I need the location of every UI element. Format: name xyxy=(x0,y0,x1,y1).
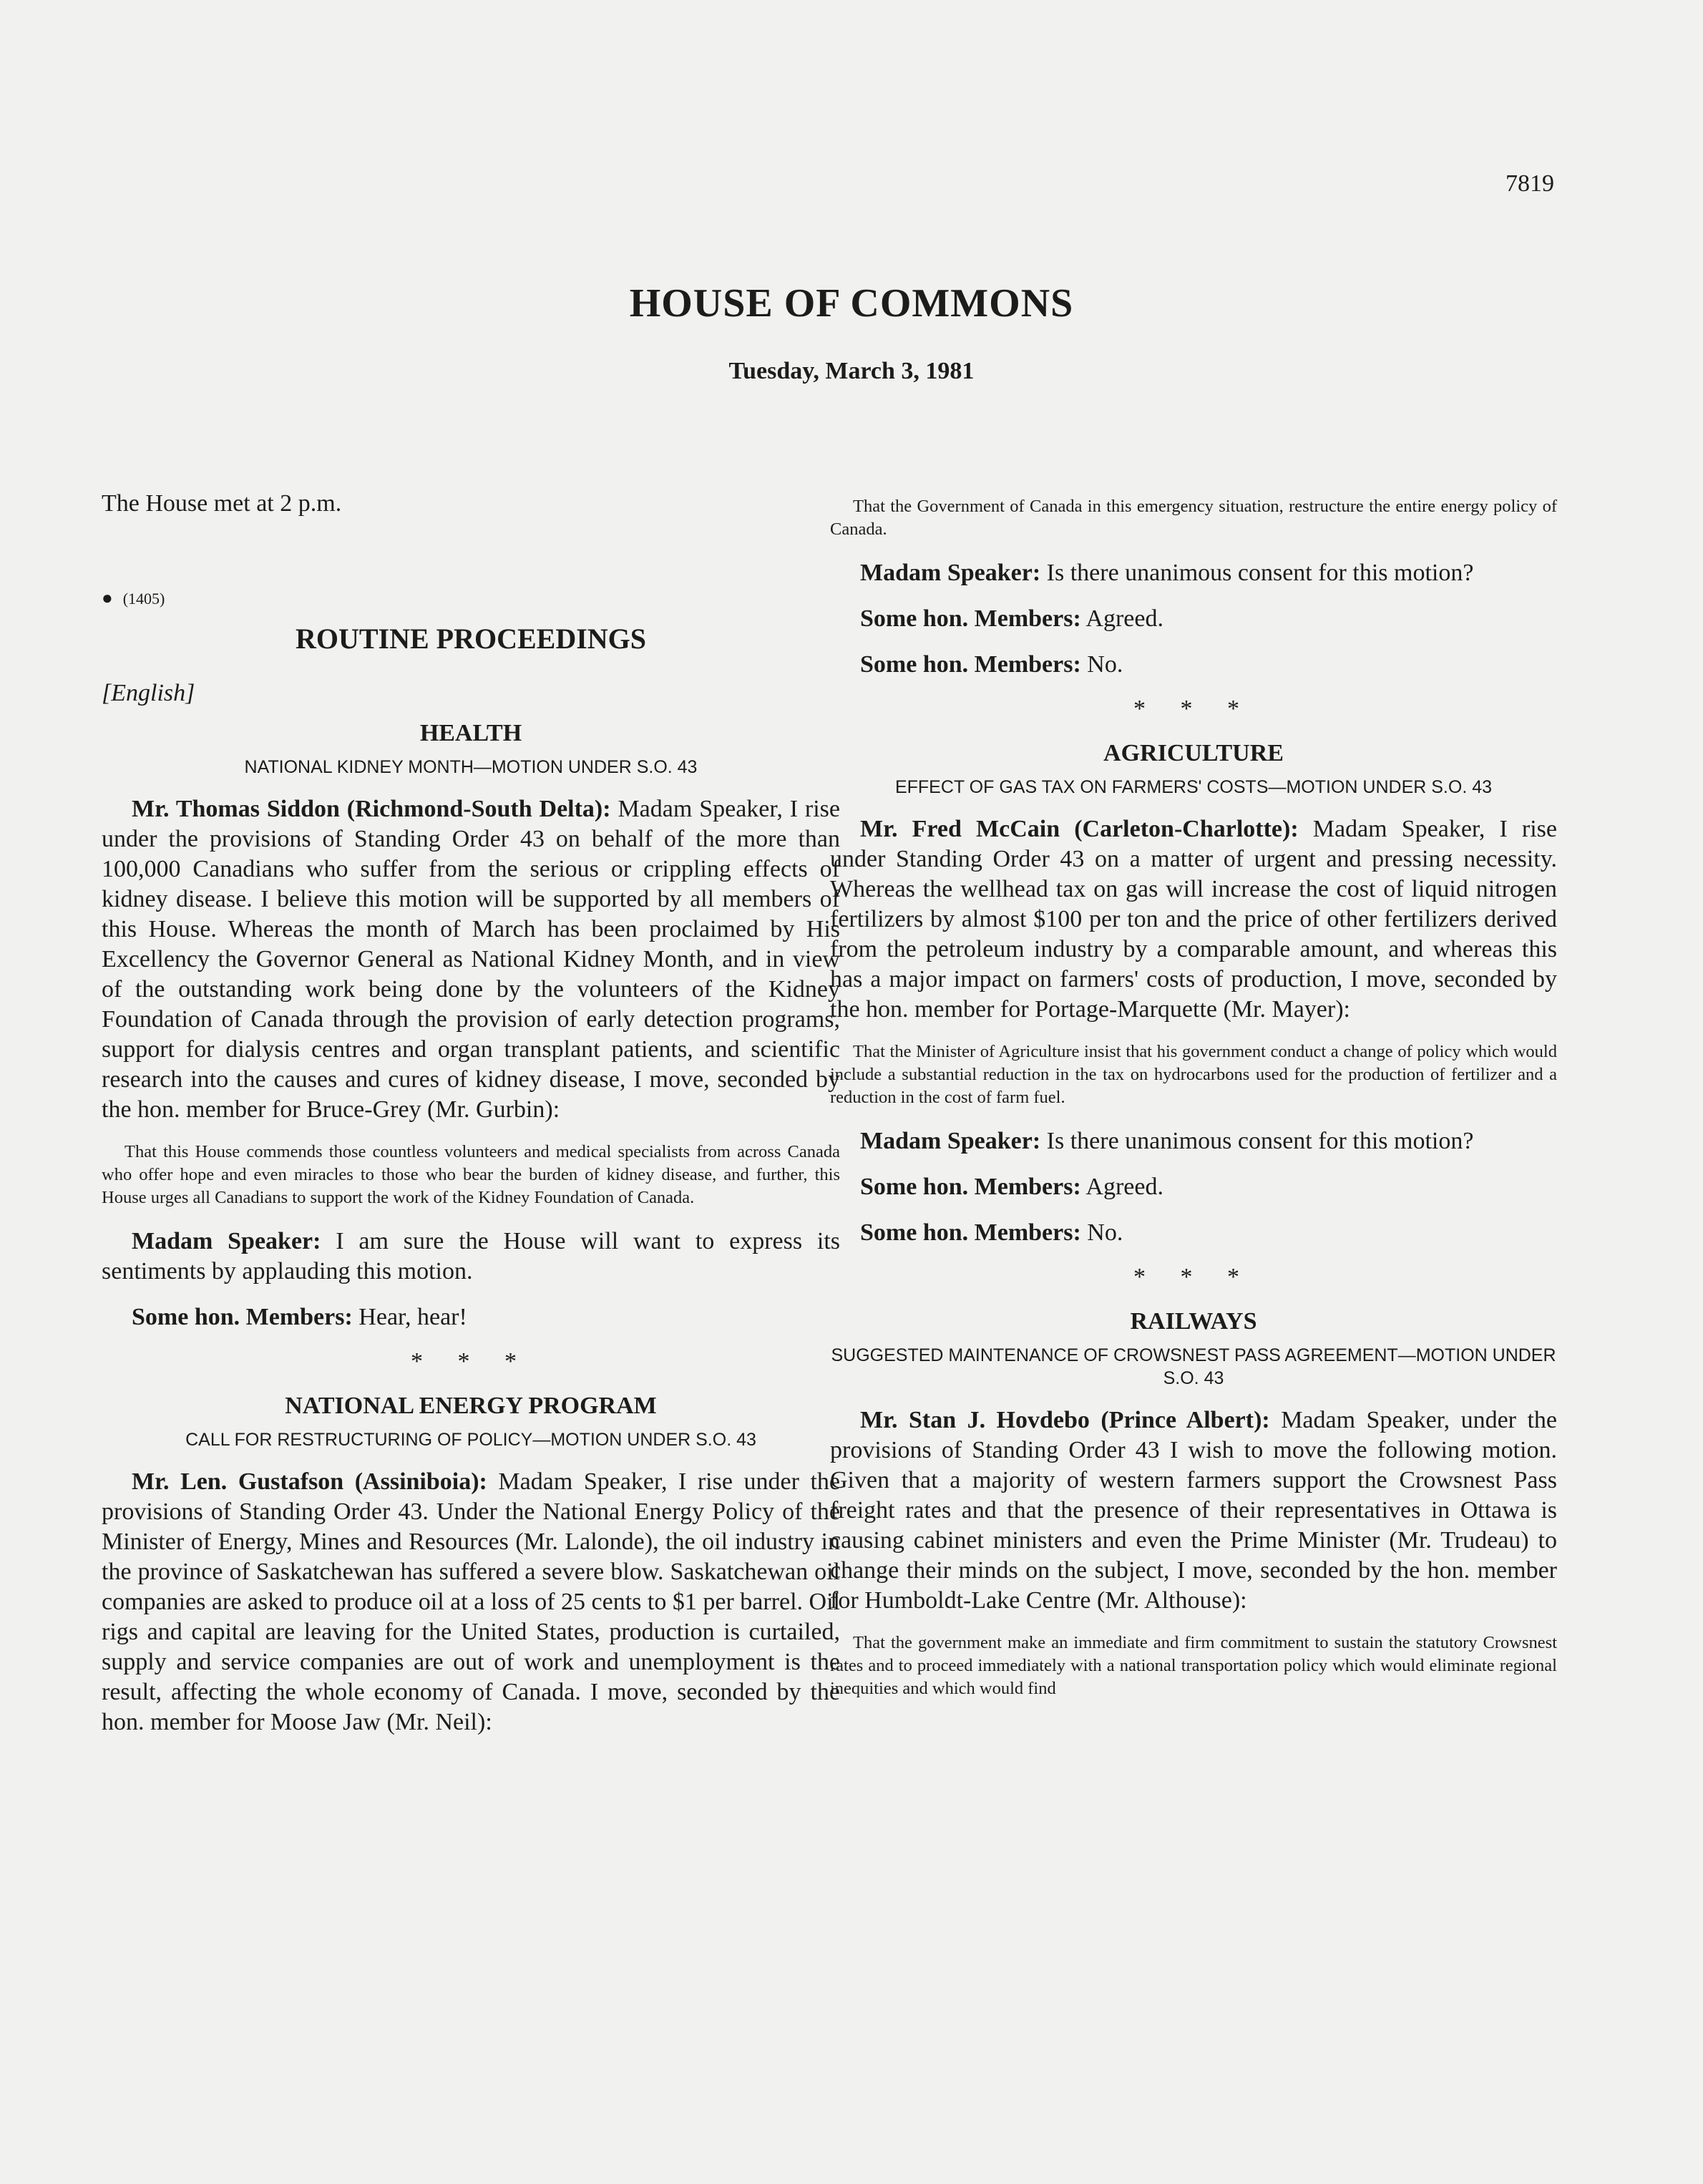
section-divider: * * * xyxy=(411,1348,531,1375)
heading-railways: RAILWAYS xyxy=(1130,1308,1257,1335)
speaker-remark-text: I am sure the House will want to express its sentiments by applauding this motion. xyxy=(102,1228,841,1284)
consent-question-1 xyxy=(830,558,1557,588)
speaker-madam-speaker: Madam Speaker: xyxy=(860,560,1041,586)
members-response xyxy=(102,1302,840,1332)
siddon-text: Madam Speaker, I rise under the provisions of Standing Order 43 on behalf of the more than 100,000 Canadians who suffer from the serious or crippling effects of kidney disease. I believe this motion will be supported by all members of this House. Whereas the month of March has been proclaimed by His Excellency the Governor General as National Kidney Month, and in view of the outstanding work being done by the volunteers of the Kidney Foundation of Canada through the provision of early detection programs, support for dialysis centres and organ transplant patients, and scientific research into the causes and cures of kidney disease, I move, seconded by the hon. member for Bruce-Grey (Mr. Gurbin): xyxy=(102,796,841,1123)
section-divider: * * * xyxy=(1133,1264,1254,1290)
speaker-members: Some hon. Members: xyxy=(860,651,1081,678)
speaker-members: Some hon. Members: xyxy=(860,605,1081,632)
motion-agriculture: That the Minister of Agriculture insist that his government conduct a change of policy which would include a substantial reduction in the tax on hydrocarbons used for the production of fertilizer and a reduction in the cost of farm fuel. xyxy=(830,1042,1557,1107)
consent-question-2 xyxy=(830,1126,1557,1156)
siddon-statement xyxy=(102,794,840,1125)
speaker-remark xyxy=(102,1227,840,1287)
page-number: 7819 xyxy=(1506,170,1554,197)
language-note: [English] xyxy=(102,680,195,706)
agreed-text: Agreed. xyxy=(1080,605,1163,632)
heading-energy: NATIONAL ENERGY PROGRAM xyxy=(285,1393,657,1419)
speaker-hovdebo: Mr. Stan J. Hovdebo (Prince Albert): xyxy=(860,1407,1270,1433)
bullet-icon: ● xyxy=(102,588,113,608)
sitting-opening: The House met at 2 p.m. xyxy=(102,490,342,517)
motion-energy: That the Government of Canada in this emergency situation, restructure the entire energy policy of Canada. xyxy=(830,497,1557,539)
speaker-madam-speaker: Madam Speaker: xyxy=(860,1128,1041,1154)
gustafson-text: Madam Speaker, I rise under the provisions of Standing Order 43. Under the National Energy Policy of the Minister of Energy, Mines and Resources (Mr. Lalonde), the oil industry in the province of Saskatchewan has suffered a severe blow. Saskatchewan oil companies are asked to produce oil at a loss of 25 cents to $1 per barrel. Oil rigs and capital are leaving for the United States, production is curtailed, supply and service companies are out of work and unemployment is the result, affecting the whole economy of Canada. I move, seconded by the hon. member for Moose Jaw (Mr. Neil): xyxy=(102,1468,840,1735)
speaker-mccain: Mr. Fred McCain (Carleton-Charlotte): xyxy=(860,816,1299,842)
heading-agriculture: AGRICULTURE xyxy=(1103,740,1284,766)
consent-question-text: Is there unanimous consent for this motion? xyxy=(1040,1128,1474,1154)
speaker-members: Some hon. Members: xyxy=(132,1304,353,1330)
right-column xyxy=(830,495,1557,1717)
masthead-title: HOUSE OF COMMONS xyxy=(629,281,1074,326)
members-no-1 xyxy=(830,650,1557,680)
time-marker-text: (1405) xyxy=(122,590,165,608)
motion-railways: That the government make an immediate and firm commitment to sustain the statutory Crowsnest rates and to proceed immediately with a national transportation policy which would eliminate regional inequities and which would find xyxy=(830,1633,1557,1698)
mccain-text: Madam Speaker, I rise under Standing Order 43 on a matter of urgent and pressing necessity. Whereas the wellhead tax on gas will increase the cost of liquid nitrogen fertilizers by almost $100 per ton and the price of other fertilizers derived from the petroleum industry by a comparable amount, and whereas this has a major impact on farmers' costs of production, I move, seconded by the hon. member for Portage-Marquette (Mr. Mayer): xyxy=(830,816,1557,1023)
members-agreed-1 xyxy=(830,604,1557,634)
heading-health: HEALTH xyxy=(419,720,522,746)
members-no-2 xyxy=(830,1218,1557,1248)
time-marker xyxy=(102,588,840,609)
subheading-kidney-month: NATIONAL KIDNEY MONTH—MOTION UNDER S.O. 43 xyxy=(244,757,698,777)
consent-question-text: Is there unanimous consent for this motion? xyxy=(1040,560,1474,586)
speaker-gustafson: Mr. Len. Gustafson (Assiniboia): xyxy=(132,1468,487,1495)
speaker-members: Some hon. Members: xyxy=(860,1174,1081,1200)
rubric-routine-proceedings: ROUTINE PROCEEDINGS xyxy=(295,623,647,655)
speaker-members: Some hon. Members: xyxy=(860,1219,1081,1246)
hovdebo-statement xyxy=(830,1405,1557,1616)
subheading-energy: CALL FOR RESTRUCTURING OF POLICY—MOTION UNDER S.O. 43 xyxy=(185,1430,756,1450)
agreed-text: Agreed. xyxy=(1080,1174,1163,1200)
section-divider: * * * xyxy=(1133,696,1254,722)
left-column xyxy=(102,490,840,1753)
hovdebo-text: Madam Speaker, under the provisions of Standing Order 43 I wish to move the following motion. Given that a majority of western farmers support the Crowsnest Pass freight rates and that the presence of their representatives in Ottawa is causing cabinet ministers and even the Prime Minister (Mr. Trudeau) to change their minds on the subject, I move, seconded by the hon. member for Humboldt-Lake Centre (Mr. Althouse): xyxy=(830,1407,1557,1614)
members-response-text: Hear, hear! xyxy=(352,1304,467,1330)
subheading-railways: SUGGESTED MAINTENANCE OF CROWSNEST PASS AGREEMENT—MOTION UNDER S.O. 43 xyxy=(831,1345,1556,1388)
no-text: No. xyxy=(1080,1219,1123,1246)
subheading-agriculture: EFFECT OF GAS TAX ON FARMERS' COSTS—MOTION UNDER S.O. 43 xyxy=(894,777,1493,797)
gustafson-statement xyxy=(102,1467,840,1737)
speaker-madam-speaker: Madam Speaker: xyxy=(132,1228,321,1254)
motion-kidney: That this House commends those countless volunteers and medical specialists from across Canada who offer hope and even miracles to those who bear the burden of kidney disease, and further, this House urges all Canadians to support the work of the Kidney Foundation of Canada. xyxy=(102,1142,840,1207)
mccain-statement xyxy=(830,814,1557,1025)
members-agreed-2 xyxy=(830,1172,1557,1202)
no-text: No. xyxy=(1080,651,1123,678)
speaker-siddon: Mr. Thomas Siddon (Richmond-South Delta): xyxy=(132,796,611,822)
masthead-date: Tuesday, March 3, 1981 xyxy=(728,358,975,384)
